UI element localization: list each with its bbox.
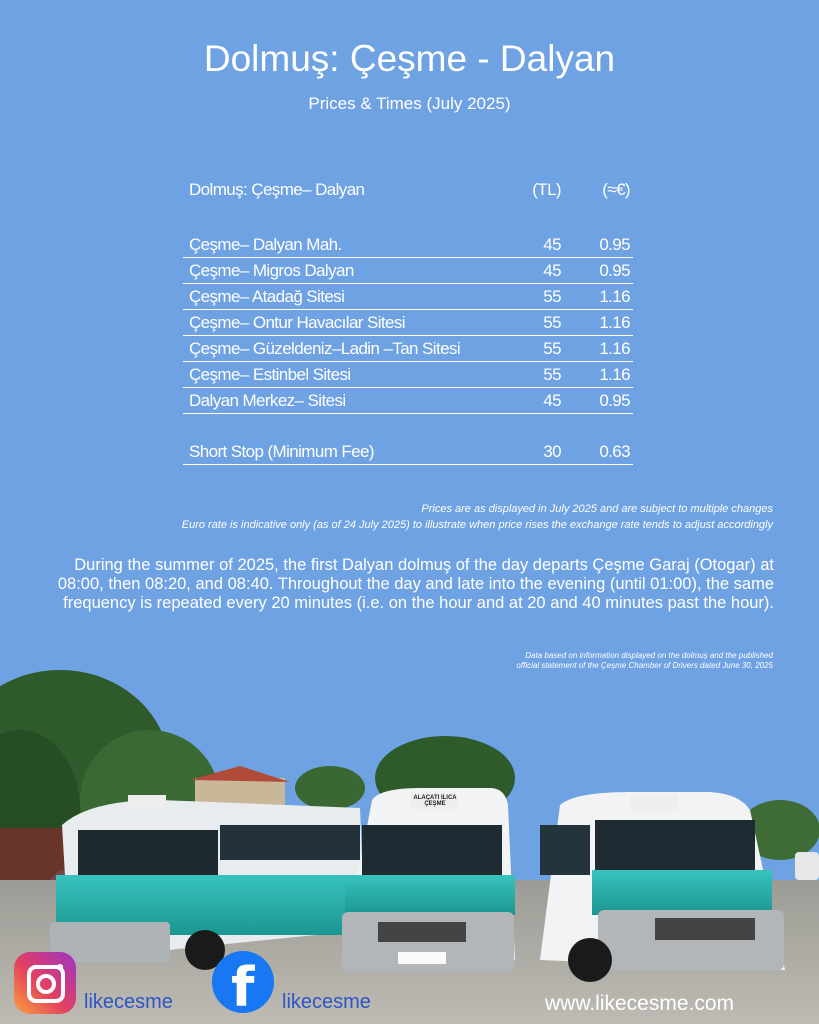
table-row (183, 232, 633, 258)
schedule-description: During the summer of 2025, the first Dalyan dolmuş of the day departs Çeşme Garaj (Otogar) at 08:00, then 08:20, and 08:40. Throughout the day and late into the evening (until 01:00), the same frequency is repeated every 20 minutes (i.e. on the hour and at 20 and 40 minutes past the hour). (57, 556, 774, 612)
table-header-row (183, 176, 633, 204)
page-title: Dolmuş: Çeşme - Dalyan (203, 38, 616, 79)
facebook-icon[interactable]: f (212, 951, 274, 1013)
price-tl: 45 (543, 235, 561, 254)
price-eur: 0.95 (599, 235, 630, 254)
price-tl: 55 (543, 313, 561, 332)
source-line-2: official statement of the Çeşme Chamber of Drivers dated June 30, 2025 (516, 661, 773, 670)
instagram-icon[interactable] (14, 952, 76, 1014)
column-header-tl: (TL) (532, 180, 561, 199)
column-header-eur: (≈€) (602, 180, 630, 199)
short-stop-row (183, 439, 633, 465)
route-name: Çeşme– Atadağ Sitesi (189, 287, 345, 306)
dolmus-van-middle (342, 788, 515, 972)
table-row (183, 284, 633, 310)
euro-rate-note: Euro rate is indicative only (as of 24 July 2025) to illustrate when price rises the exchange rate tends to adjust accordingly (181, 519, 773, 531)
price-tl: 45 (543, 391, 561, 410)
price-tl: 55 (543, 339, 561, 358)
price-eur: 1.16 (599, 339, 630, 358)
facebook-handle[interactable]: likecesme (282, 991, 371, 1013)
dolmus-van-right (540, 792, 785, 982)
price-table (183, 176, 633, 465)
price-eur: 0.95 (599, 261, 630, 280)
source-line-1: Data based on information displayed on the dolmuş and the published (525, 651, 773, 660)
table-row (183, 362, 633, 388)
route-name: Short Stop (Minimum Fee) (189, 442, 374, 461)
table-row (183, 336, 633, 362)
price-eur: 1.16 (599, 365, 630, 384)
table-row (183, 258, 633, 284)
route-name: Çeşme– Güzeldeniz–Ladin –Tan Sitesi (189, 339, 461, 358)
website-link[interactable]: www.likecesme.com (545, 992, 735, 1015)
price-eur: 0.63 (599, 442, 630, 461)
dolmus-photo (0, 660, 819, 1024)
column-header-route: Dolmuş: Çeşme– Dalyan (189, 180, 365, 199)
price-tl: 55 (543, 287, 561, 306)
price-eur: 1.16 (599, 313, 630, 332)
table-row (183, 310, 633, 336)
price-tl: 55 (543, 365, 561, 384)
price-tl: 45 (543, 261, 561, 280)
route-name: Çeşme– Dalyan Mah. (189, 235, 342, 254)
table-row (183, 388, 633, 414)
price-eur: 1.16 (599, 287, 630, 306)
route-name: Dalyan Merkez– Sitesi (189, 391, 346, 410)
van-roof-sign: ALAÇATI ILICA ÇEŞME (413, 795, 457, 807)
route-name: Çeşme– Ontur Havacılar Sitesi (189, 313, 405, 332)
price-note: Prices are as displayed in July 2025 and are subject to multiple changes (421, 503, 773, 515)
price-tl: 30 (543, 442, 561, 461)
instagram-handle[interactable]: likecesme (84, 991, 173, 1013)
price-eur: 0.95 (599, 391, 630, 410)
page-subtitle: Prices & Times (July 2025) (308, 94, 511, 113)
parked-car (795, 852, 819, 880)
route-name: Çeşme– Estinbel Sitesi (189, 365, 351, 384)
route-name: Çeşme– Migros Dalyan (189, 261, 354, 280)
